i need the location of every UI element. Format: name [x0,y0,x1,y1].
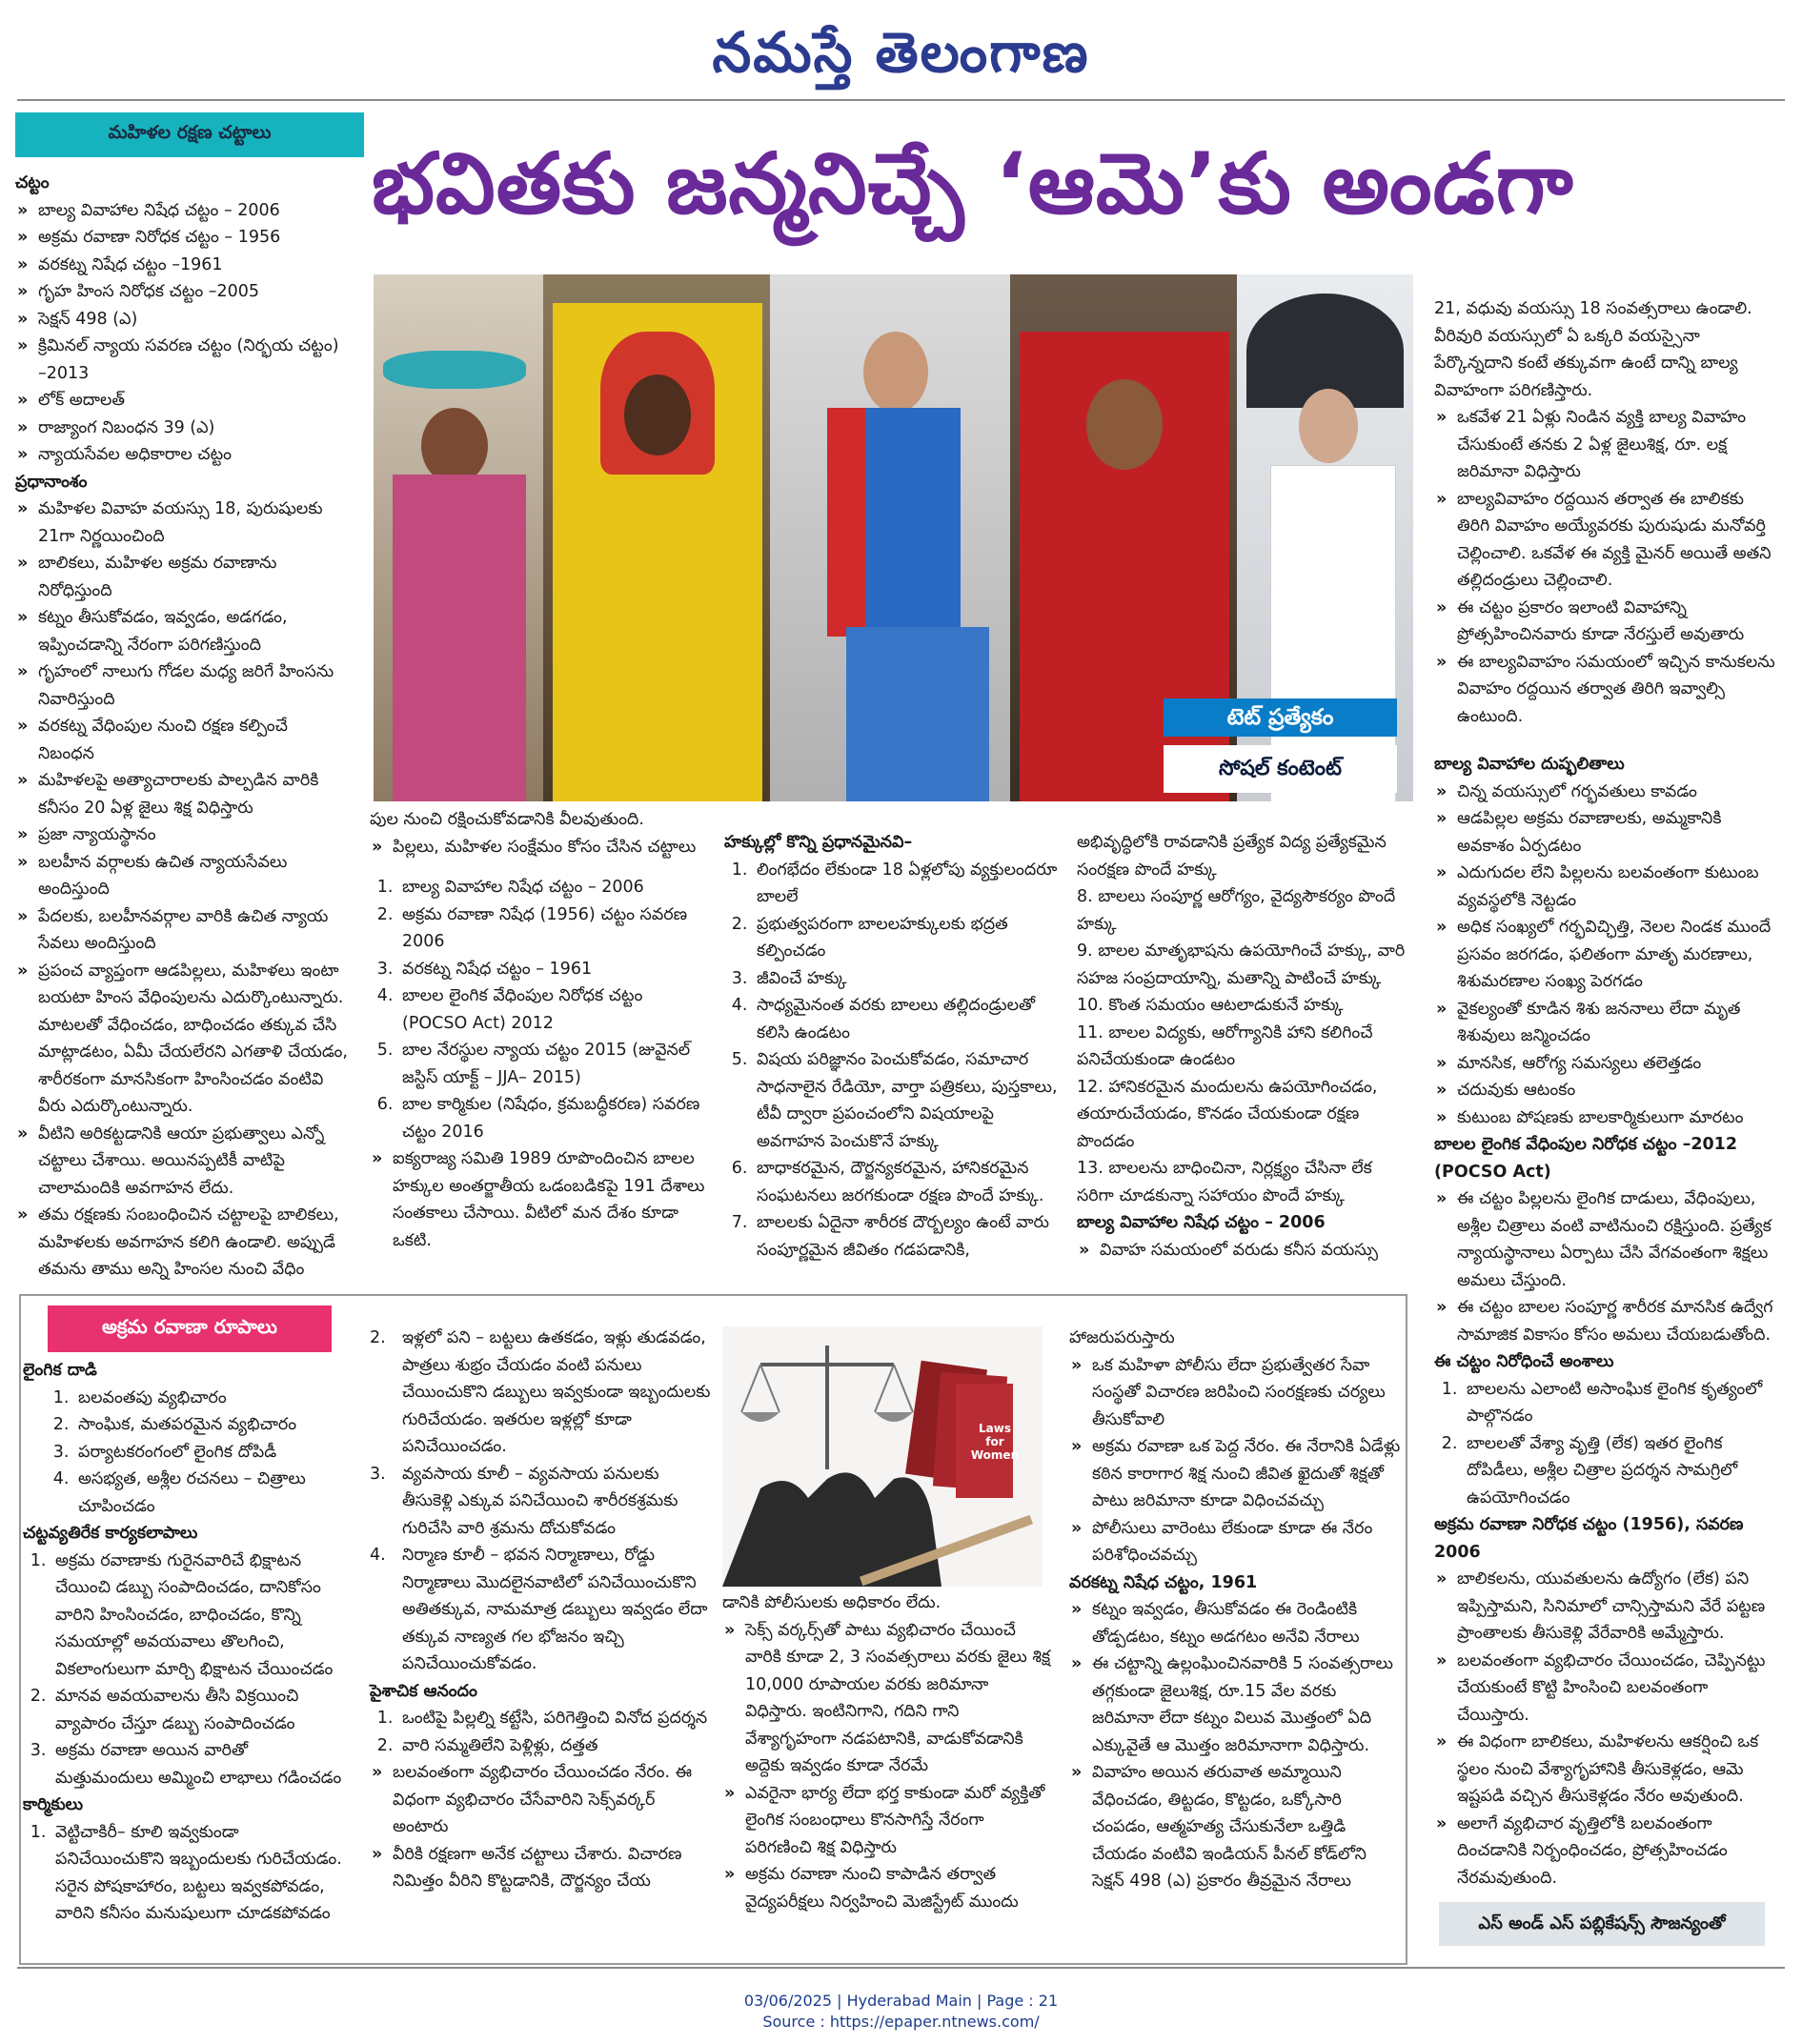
list [370,1759,711,1895]
list-item: » క్రిమినల్ న్యాయ సవరణ చట్టం (నిర్భయ చట్టం) –2013 [15,333,349,387]
list-item: » బాలికలను, యువతులను ఉద్యోగం (లేక) పని ఇప్పిస్తామని, సినిమాలో చాన్సిస్తామని వేరే పట్టణ ప్రాంతాలకు తీసుకెళ్లి వేరేవారికి అమ్మేస్తారు. [1434,1566,1775,1648]
item-text: నిర్మాణ కూలీ – భవన నిర్మాణాలు, రోడ్డు నిర్మాణాలు మొదలైనవాటిలో పనిచేయించుకొని అతితక్కువ, నామమాత్ర డబ్బులు ఇవ్వడం లేదా తక్కువ నాణ్యత గల భోజనం ఇచ్చి పనిచేయించుకోవడం. [402,1546,708,1673]
rights-list [724,857,1058,1265]
masthead-rule [17,99,1785,101]
list-item: » ప్రజా న్యాయస్థానం [15,821,349,849]
headline: భవితకు జన్మనిచ్చే ‘ఆమె’కు అండగా [372,134,1574,233]
list-item: » లోక్ అదాలత్ [15,387,349,415]
list-item: » వైకల్యంతో కూడిన శిశు జననాలు లేదా మృత శిశువులు జన్మించడం [1434,996,1775,1050]
list-item: » వరకట్న నిషేధ చట్టం –1961 [15,252,349,279]
list-item: » తమ రక్షణకు సంబంధించిన చట్టాలపై బాలికలు, మహిళలకు అవగాహన కలిగి ఉండాలి. అప్పుడే తమను తాము అన్ని హింసల నుంచి వేధిం [15,1202,349,1284]
list [1434,779,1775,1132]
section-tag-trafficking: అక్రమ రవాణా రూపాలు [48,1305,332,1352]
list-item: » రాజ్యాంగ నిబంధన 39 (ఎ) [15,415,349,442]
list-item: » ప్రపంచ వ్యాప్తంగా ఆడపిల్లలు, మహిళలు ఇంటా బయటా హింస వేధింపులను ఎదుర్కొంటున్నారు. మాటలతో వేధించడం, బాధించడం తక్కువ చేసి మాట్లాడటం, ఏమీ చేయలేరని ఎగతాళి చేయడం, శారీరకంగా మానసికంగా హింసించడం వంటివి వీరు ఎదుర్కొంటున్నారు. [15,958,349,1121]
list-item: » వివాహ సమయంలో వరుడు కనీస వయస్సు [1077,1237,1410,1265]
tet-special-label: టెట్ ప్రత్యేకం [1164,698,1397,737]
box-column-3 [722,1589,1051,1915]
footer-source-link[interactable]: Source : https://epaper.ntnews.com/ [762,2013,1040,2031]
laws-for-women-book-label: Laws for Women [970,1422,1020,1462]
paragraph: డానికి పోలీసులకు అధికారం లేదు. [722,1593,941,1612]
list-item: 6. బాల కార్మికుల (నిషేధం, క్రమబద్ధీకరణ) సవరణ చట్టం 2016 [398,1091,713,1145]
list-item: » కుటుంబ పోషణకు బాలకార్మికులుగా మారటం [1434,1104,1775,1132]
list-item: 3. జీవించే హక్కు [753,965,1058,993]
list-item: » ఒక మహిళా పోలీసు లేదా ప్రభుత్వేతర సేవా సంస్థతో విచారణ జరిపించి సంరక్షణకు చర్యలు తీసుకోవాలి [1069,1352,1401,1434]
rights-item: 12. హానికరమైన మందులను ఉపయోగించడం, తయారుచేయడం, కొనడం చేయకుండా రక్షణ పొందడం [1077,1077,1378,1151]
list-item: » కట్నం ఇవ్వడం, తీసుకోవడం ఈ రెండింటికి తోడ్పడటం, కట్నం అడగటం అనేవి నేరాలు [1069,1596,1401,1650]
section-heading: చట్టం [15,173,50,192]
list-item: 1. బాల్య వివాహాల నిషేధ చట్టం – 2006 [398,874,713,901]
section-heading: లైంగిక దాడి [23,1361,97,1380]
section-heading: వరకట్న నిషేధ చట్టం, 1961 [1069,1572,1258,1592]
list-item: 4. బాలల లైంగిక వేధింపుల నిరోధక చట్టం (POCSO Act) 2012 [398,982,713,1037]
list-item: » పోలీసులు వారెంటు లేకుండా కూడా ఈ నేరం పరిశోధించవచ్చు [1069,1515,1401,1569]
list-item: » ఎదుగుదల లేని పిల్లలను బలవంతంగా కుటుంబ వ్యవస్థలోకి నెట్టడం [1434,860,1775,914]
list-item: » బలవంతంగా వ్యభిచారం చేయించడం, చెప్పినట్టు చేయకుంటే కొట్టి హింసించి బలవంతంగా చేయిస్తారు. [1434,1648,1775,1730]
list-item: » చిన్న వయస్సులో గర్భవతులు కావడం [1434,779,1775,806]
right-column [1434,295,1775,1892]
points-list [15,496,349,1284]
photo-woman-3 [770,274,1010,801]
list-item: 5. బాల నేరస్థుల న్యాయ చట్టం 2015 (జువైనల్ జస్టిస్ యాక్ట్ – JJA– 2015) [398,1037,713,1091]
rights-item: 13. బాలలను బాధించినా, నిర్లక్ష్యం చేసినా లేక సరిగా చూడకున్నా సహాయం పొందే హక్కు [1077,1159,1372,1205]
laws-list [15,197,349,469]
list [23,1385,347,1521]
section-heading: హక్కుల్లో కొన్ని ప్రధానమైనవి– [724,833,913,852]
list-item: 5. విషయ పరిజ్ఞానం పెంచుకోవడం, సమాచార సాధనాలైన రేడియో, వార్తా పత్రికలు, పుస్తకాలు, టీవీ ద్వారా ప్రపంచంలోని విషయాలపై అవగాహన పెంచుకొనే హక్కు [753,1046,1058,1155]
list-item: 1. ఒంటిపై పిల్లల్ని కట్టేసి, పరిగెత్తించి వినోద ప్రదర్శన [398,1705,711,1732]
list-item: 3. పర్యాటకరంగంలో లైంగిక దోపిడీ [74,1439,347,1467]
footer-dateline: 03/06/2025 | Hyderabad Main | Page : 21 [743,1992,1059,2010]
paragraph: హాజరుపరుస్తారు [1069,1328,1175,1347]
list-item: 3. వరకట్న నిషేధ చట్టం – 1961 [398,956,713,983]
publisher-credit: ఎస్ అండ్ ఎస్ పబ్లికేషన్స్ సౌజన్యంతో [1439,1902,1765,1946]
list-item: » అక్రమ రవాణా నుంచి కాపాడిన తర్వాత వైద్యపరీక్షలు నిర్వహించి మెజిస్ట్రేట్ ముందు [722,1861,1051,1915]
list-item [370,1461,711,1543]
list-item: » వరకట్న వేధింపుల నుంచి రక్షణ కల్పించే నిబంధన [15,713,349,767]
list-item: » ఈ చట్టం పిల్లలను లైంగిక దాడులు, వేధింపులు, అశ్లీల చిత్రాలు వంటి వాటినుంచి రక్షిస్తుంది. ప్రత్యేక న్యాయస్థానాలు ఏర్పాటు చేసి వేగవంతంగా శిక్షలు అమలు చేస్తుంది. [1434,1185,1775,1294]
list-item: 2. వారి సమ్మతిలేని పెళ్లిళ్లు, దత్తత [398,1732,711,1760]
laws-numbered-list [370,874,713,1145]
rights-item: 8. బాలలు సంపూర్ణ ఆరోగ్యం, వైద్యసౌకర్యం పొందే హక్కు [1077,887,1396,934]
list-item: » బాల్య వివాహాల నిషేధ చట్టం – 2006 [15,197,349,225]
list-item: » ఈ చట్టం బాలల సంపూర్ణ శారీరక మానసిక ఉద్వేగ సామాజిక వికాసం కోసం అమలు చేయబడుతోంది. [1434,1294,1775,1348]
list [1434,1376,1775,1512]
rights-list-continued [1077,883,1410,1209]
list [1434,404,1775,730]
footer-rule [17,1967,1785,1969]
list-item: » ఆడపిల్లల అక్రమ రవాణాలకు, అమ్మకానికి అవకాశం ఏర్పడటం [1434,805,1775,860]
list-item: » మహిళలపై అత్యాచారాలకు పాల్పడిన వారికి కనీసం 20 ఏళ్ల జైలు శిక్ష విధిస్తారు [15,767,349,821]
list [1069,1596,1401,1895]
list-item: » బలవంతంగా వ్యభిచారం చేయించడం నేరం. ఈ విధంగా వ్యభిచారం చేసేవారిని సెక్స్‌వర్కర్ అంటారు [370,1759,711,1841]
list-item: » సెక్స్ వర్కర్స్‌తో పాటు వ్యభిచారం చేయించే వారికి కూడా 2, 3 సంవత్సరాలు వరకు జైలు శిక్ష 10,000 రూపాయల వరకు జరిమానా విధిస్తారు. ఇంటినిగాని, గదిని గాని వేశ్యాగృహంగా నడపటానికి, వాడుకోవడానికి అద్దెకు ఇవ్వడం కూడా నేరమే [722,1617,1051,1780]
list [1434,1185,1775,1348]
paragraph: 21, వధువు వయస్సు 18 సంవత్సరాలు ఉండాలి. వీరివురి వయస్సులో ఏ ఒక్కరి వయస్సైనా పేర్కొన్నదాని కంటే తక్కువగా ఉంటే దాన్ని బాల్య వివాహంగా పరిగణిస్తారు. [1434,299,1752,400]
list-item: 1. వెట్టిచాకిరీ– కూలి ఇవ్వకుండా పనిచేయించుకొని ఇబ్బందులకు గురిచేయడం. సరైన పోషకాహారం, బట్టలు ఇవ్వకపోవడం, వారిని కనీసం మనుషులుగా చూడకపోవడం [51,1819,347,1928]
list [370,1705,711,1759]
list-item [370,1542,711,1678]
list-item: 3. అక్రమ రవాణా అయిన వారితో మత్తుమందులు అమ్మించి లాభాలు గడించడం [51,1737,347,1791]
list-item: » మానసిక, ఆరోగ్య సమస్యలు తలెత్తడం [1434,1050,1775,1078]
list-item: » అక్రమ రవాణా ఒక పెద్ద నేరం. ఈ నేరానికి ఏడేళ్లు కఠిన కారాగార శిక్ష నుంచి జీవిత ఖైదుతో శిక్షతో పాటు జరిమానా కూడా విధించవచ్చు [1069,1433,1401,1515]
list-item: 2. సాంఘిక, మతపరమైన వ్యభిచారం [74,1411,347,1439]
list-item: 6. బాధాకరమైన, దౌర్జన్యకరమైన, హానికరమైన సంఘటనలు జరగకుండా రక్షణ పొందే హక్కు. [753,1155,1058,1209]
section-heading: పైశాచిక ఆనందం [370,1681,477,1701]
list-item: » వివాహం అయిన తరువాత అమ్మాయిని వేధించడం, తిట్టడం, కొట్టడం, ఒక్కోసారి చంపడం, ఆత్మహత్య చేసుకునేలా ఒత్తిడి చేయడం వంటివి ఇండియన్ పీనల్ కోడ్‌లోని సెక్షన్ 498 (ఎ) ప్రకారం తీవ్రమైన నేరాలు [1069,1759,1401,1895]
list-item: » సెక్షన్ 498 (ఎ) [15,306,349,334]
list-item: » ఈ విధంగా బాలికలు, మహిళలను ఆకర్షించి ఒక స్థలం నుంచి వేశ్యాగృహానికి తీసుకెళ్లడం, ఆమె ఇష్టపడి వచ్చిన తీసుకెళ్లడం నేరం అవుతుంది. [1434,1729,1775,1811]
photo-woman-2 [543,274,770,801]
left-column [15,170,349,1284]
column-b [724,829,1058,1264]
list-item: 4. అసభ్యత, అశ్లీల రచనలు – చిత్రాలు చూపించడం [74,1466,347,1520]
list-item: 4. సాధ్యమైనంత వరకు బాలలు తల్లిదండ్రులతో కలిసి ఉండటం [753,992,1058,1046]
list-item: » వీరికి రక్షణగా అనేక చట్టాలు చేశారు. విచారణ నిమిత్తం వీరిని కొట్టడానికి, దౌర్జన్యం చేయ [370,1841,711,1895]
list-item: » ఐక్యరాజ్య సమితి 1989 రూపొందించిన బాలల హక్కుల అంతర్జాతీయ ఒడంబడికపై 191 దేశాలు సంతకాలు చేసాయి. వీటిలో మన దేశం కూడా ఒకటి. [370,1145,713,1254]
list-item: » ఒకవేళ 21 ఏళ్లు నిండిన వ్యక్తి బాల్య వివాహం చేసుకుంటే తనకు 2 ఏళ్ల జైలుశిక్ష, రూ. లక్ష జరిమానా విధిస్తారు [1434,404,1775,486]
section-heading: బాల్య వివాహాల నిషేధ చట్టం – 2006 [1077,1213,1326,1232]
list [23,1819,347,1928]
section-heading: కార్మికులు [23,1795,84,1814]
photo-woman-1 [374,274,543,801]
item-number: 4. [370,1546,386,1565]
list-item: » మహిళల వివాహ వయస్సు 18, పురుషులకు 21గా నిర్ణయించింది [15,496,349,550]
box-column-1 [23,1357,347,1928]
rights-item: 10. కొంత సమయం ఆటలాడుకునే హక్కు [1077,996,1344,1015]
section-heading: బాలల లైంగిక వేధింపుల నిరోధక చట్టం –2012 (POCSO Act) [1434,1135,1738,1182]
list-item: » చదువుకు ఆటంకం [1434,1077,1775,1104]
list-item: 2. మానవ అవయవాలను తీసి విక్రయించి వ్యాపారం చేస్తూ డబ్బు సంపాదించడం [51,1683,347,1737]
box-column-2 [370,1325,711,1895]
paragraph: పుల నుంచి రక్షించుకోవడానికి వీలవుతుంది. [370,810,644,829]
list-item: » అధిక సంఖ్యలో గర్భవిచ్ఛిత్తి, నెలల నిండక ముందే ప్రసవం జరగడం, ఫలితంగా మాతృ మరణాలు, శిశుమరణాల సంఖ్య పెరగడం [1434,914,1775,996]
list-item: » అలాగే వ్యభిచార వృత్తిలోకి బలవంతంగా దించడానికి నిర్బంధించడం, ప్రోత్సహించడం నేరమవుతుంది. [1434,1811,1775,1892]
list-item: » గృహ హింస నిరోధక చట్టం –2005 [15,278,349,306]
list [1434,1566,1775,1892]
list-item: » కట్నం తీసుకోవడం, ఇవ్వడం, అడగడం, ఇప్పించడాన్ని నేరంగా పరిగణిస్తుంది [15,604,349,658]
list-item: » బలహీన వర్గాలకు ఉచిత న్యాయసేవలు అందిస్తుంది [15,849,349,903]
item-text: ఇళ్లలో పని – బట్టలు ఉతకడం, ఇళ్లు తుడవడం, పాత్రలు శుభ్రం చేయడం వంటి పనులు చేయించుకొని డబ్బులు ఇవ్వకుండా ఇబ్బందులకు గురిచేయడం. ఇతరుల ఇళ్లల్లో కూడా పనిచేయించడం. [402,1328,711,1456]
section-heading: బాల్య వివాహాల దుష్ఫలితాలు [1434,755,1625,774]
section-heading: ప్రధానాంశం [15,472,88,492]
list-item: » బాలికలు, మహిళల అక్రమ రవాణాను నిరోధిస్తుంది [15,550,349,604]
list-item: » గృహంలో నాలుగు గోడల మధ్య జరిగే హింసను నివారిస్తుంది [15,658,349,713]
list-item: » ఈ బాల్యవివాహం సమయంలో ఇచ్చిన కానుకలను వివాహం రద్దయిన తర్వాత తిరిగి ఇవ్వాల్సి ఉంటుంది. [1434,649,1775,731]
list-item: » అక్రమ రవాణా నిరోధక చట్టం – 1956 [15,224,349,252]
list-item: 1. లింగభేదం లేకుండా 18 ఏళ్లలోపు వ్యక్తులందరూ బాలలే [753,857,1058,911]
list-item: » ఈ చట్టాన్ని ఉల్లంఘించినవారికి 5 సంవత్సరాలు తగ్గకుండా జైలుశిక్ష, రూ.15 వేల వరకు జరిమానా లేదా కట్నం విలువ మొత్తంలో ఏది ఎక్కువైతే ఆ మొత్తం జరిమానాగా విధిస్తారు. [1069,1650,1401,1759]
list [722,1617,1051,1916]
list-item: » పేదలకు, బలహీనవర్గాల వారికి ఉచిత న్యాయ సేవలు అందిస్తుంది [15,903,349,958]
list-item [370,1325,711,1461]
list-item: » వీటిని అరికట్టడానికి ఆయా ప్రభుత్వాలు ఎన్నో చట్టాలు చేశాయి. అయినప్పటికీ వాటిపై చాలామందికి అవగాహన లేదు. [15,1121,349,1203]
list-item: » ఈ చట్టం ప్రకారం ఇలాంటి వివాహాన్ని ప్రోత్సహించినవారు కూడా నేరస్తులే అవుతారు [1434,595,1775,649]
list-item: 1. అక్రమ రవాణాకు గురైనవారిచే భిక్షాటన చేయించి డబ్బు సంపాదించడం, దానికోసం వారిని హింసించడం, బాధించడం, కొన్ని సమయాల్లో అవయవాలు తొలగించి, వికలాంగులుగా మార్చి భిక్షాటన చేయించడం [51,1548,347,1684]
section-tag-women-laws: మహిళల రక్షణ చట్టాలు [15,112,364,157]
list-item: » బాల్యవివాహం రద్దయిన తర్వాత ఈ బాలికకు తిరిగి వివాహం అయ్యేవరకు పురుషుడు మనోవర్తి చెల్లించాలి. ఒకవేళ ఈ వ్యక్తి మైనర్ అయితే అతని తల్లిదండ్రులు చెల్లించాలి. [1434,486,1775,595]
box-column-4 [1069,1325,1401,1895]
list [370,1325,711,1678]
masthead-logo: నమస్తే తెలంగాణ [712,20,1090,85]
item-number: 2. [370,1328,386,1347]
section-heading: చట్టవ్యతిరేక కార్యకలాపాలు [23,1524,198,1543]
list [23,1548,347,1792]
list [1069,1352,1401,1569]
column-c [1077,829,1410,1264]
list-item: 7. బాలలకు ఏదైనా శారీరక దౌర్బల్యం ఉంటే వారు సంపూర్ణమైన జీవితం గడపడానికి, [753,1209,1058,1264]
paragraph: అభివృద్ధిలోకి రావడానికి ప్రత్యేక విద్య ప్రత్యేకమైన సంరక్షణ పొందే హక్కు [1077,833,1387,880]
list-item: 2. బాలలతో వేశ్యా వృత్తి (లేక) ఇతర లైంగిక దోపిడీలు, అశ్లీల చిత్రాల ప్రదర్శన సామగ్రిలో ఉపయోగించడం [1463,1430,1775,1512]
list-item: 2. ప్రభుత్వపరంగా బాలలహక్కులకు భద్రత కల్పించడం [753,911,1058,965]
list-item: » న్యాయసేవల అధికారాల చట్టం [15,441,349,469]
list-item: » పిల్లలు, మహిళల సంక్షేమం కోసం చేసిన చట్టాలు [370,834,713,861]
rights-item: 11. బాలల విద్యకు, ఆరోగ్యానికి హాని కలిగించే పనిచేయకుండా ఉండటం [1077,1022,1373,1069]
list-item: 2. అక్రమ రవాణా నిషేధ (1956) చట్టం సవరణ 2006 [398,901,713,956]
women-protest-illustration [722,1326,1043,1587]
list-item: 1. బలవంతపు వ్యభిచారం [74,1385,347,1412]
item-text: వ్యవసాయ కూలీ – వ్యవసాయ పనులకు తీసుకెళ్లి ఎక్కువ పనిచేయించి శారీరకశ్రమకు గురిచేసి వారి శ్రమను దోచుకోవడం [402,1464,678,1538]
column-a [370,806,713,1254]
list-item: » ఎవరైనా భార్య లేదా భర్త కాకుండా మరో వ్యక్తితో లైంగిక సంబంధాలు కొనసాగిస్తే నేరంగా పరిగణించి శిక్ష విధిస్తారు [722,1780,1051,1862]
list-item: 1. బాలలను ఎలాంటి అసాంఘిక లైంగిక కృత్యంలో పాల్గొనడం [1463,1376,1775,1430]
section-heading: ఈ చట్టం నిరోధించే అంశాలు [1434,1352,1614,1371]
rights-item: 9. బాలల మాతృభాషను ఉపయోగించే హక్కు, వారి సహజ సంప్రదాయాన్ని, మతాన్ని పాటించే హక్కు [1077,941,1406,988]
social-content-label: సోషల్ కంటెంట్ [1164,745,1397,793]
section-heading: అక్రమ రవాణా నిరోధక చట్టం (1956), సవరణ 2006 [1434,1515,1744,1562]
item-number: 3. [370,1464,386,1484]
